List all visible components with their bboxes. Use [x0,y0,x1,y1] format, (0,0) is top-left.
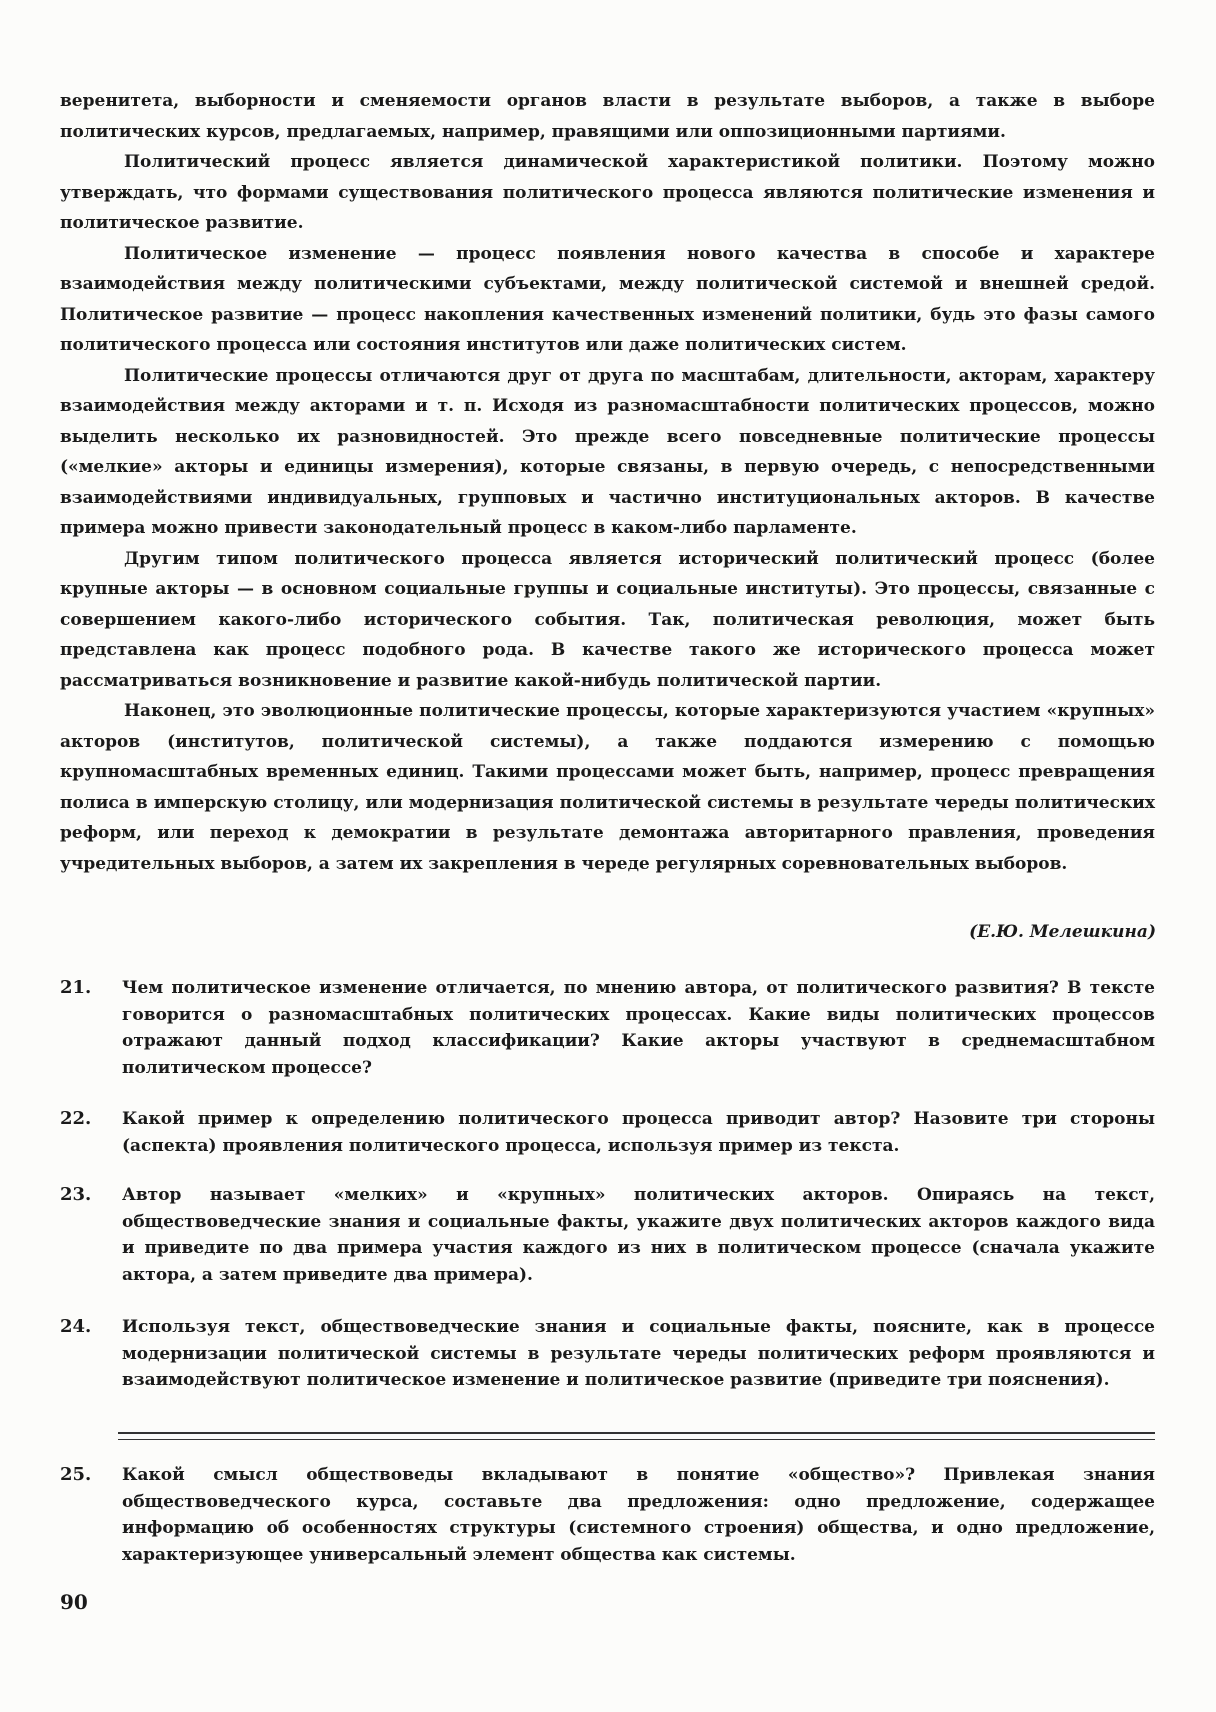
question-22 [60,1106,1155,1159]
passage-paragraph-4: Политические процессы отличаются друг от друга по масштабам, длительности, акторам, характеру взаимодействия между акторами и т. п. Исходя из разномасштабности политических процессов, можно выделить несколько их разновидностей. Это прежде всего повседневные политические процессы («мелкие» акторы и единицы измерения), которые связаны, в первую очередь, с непосредственными взаимодействиями индивидуальных, групповых и частично институциональных акторов. В качестве примера можно привести законодательный процесс в каком-либо парламенте. [60,365,1155,538]
passage-paragraph-2: Политический процесс является динамической характеристикой политики. Поэтому можно утверждать, что формами существования политического процесса являются политические изменения и политическое развитие. [60,152,1155,233]
question-text: Чем политическое изменение отличается, по мнению автора, от политического развития? В тексте говорится о разномасштабных политических процессах. Какие виды политических процессов отражают данный подход классификации? Какие акторы участвуют в среднемасштабном политическом процессе? [122,978,1155,1078]
question-number: 22. [60,1108,92,1129]
question-text: Какой пример к определению политического процесса приводит автор? Назовите три стороны (аспекта) проявления политического процесса, используя пример из текста. [122,1109,1155,1156]
question-text: Какой смысл обществоведы вкладывают в понятие «общество»? Привлекая знания обществоведческого курса, составьте два предложения: одно предложение, содержащее информацию об особенностях структуры (системного строения) общества, и одно предложение, характеризующее универсальный элемент общества как системы. [122,1465,1155,1565]
section-divider [118,1432,1155,1440]
page-number: 90 [60,1590,88,1614]
passage-paragraph-3: Политическое изменение — процесс появления нового качества в способе и характере взаимодействия между политическими субъектами, между политической системой и внешней средой. Политическое развитие — процесс накопления качественных изменений политики, будь это фазы самого политического процесса или состояния институтов или даже политических систем. [60,243,1155,355]
question-number: 23. [60,1184,92,1205]
passage-text [60,86,1155,879]
question-number: 24. [60,1316,92,1337]
question-24 [60,1314,1155,1394]
passage-paragraph-6: Наконец, это эволюционные политические процессы, которые характеризуются участием «крупных» акторов (институтов, политической системы), а также поддаются измерению с помощью крупномасштабных временных единиц. Такими процессами может быть, например, процесс превращения полиса в имперскую столицу, или модернизация политической системы в результате череды политических реформ, или переход к демократии в результате демонтажа авторитарного правления, проведения учредительных выборов, а затем их закрепления в череде регулярных соревновательных выборов. [60,701,1155,874]
question-text: Используя текст, обществоведческие знания и социальные факты, поясните, как в процессе модернизации политической системы в результате череды политических реформ проявляются и взаимодействуют политическое изменение и политическое развитие (приведите три пояснения). [122,1317,1155,1390]
question-number: 21. [60,977,92,998]
passage-paragraph-1: веренитета, выборности и сменяемости органов власти в результате выборов, а также в выборе политических курсов, предлагаемых, например, правящими или оппозиционными партиями. [60,91,1155,142]
question-23 [60,1182,1155,1288]
question-number: 25. [60,1464,92,1485]
passage-paragraph-5: Другим типом политического процесса является исторический политический процесс (более крупные акторы — в основном социальные группы и социальные институты). Это процессы, связанные с совершением какого-либо исторического события. Так, политическая революция, может быть представлена как процесс подобного рода. В качестве такого же исторического процесса может рассматриваться возникновение и развитие какой-нибудь политической партии. [60,548,1155,691]
question-text: Автор называет «мелких» и «крупных» политических акторов. Опираясь на текст, обществоведческие знания и социальные факты, укажите двух политических акторов каждого вида и приведите по два примера участия каждого из них в политическом процессе (сначала укажите актора, а затем приведите два примера). [122,1185,1155,1285]
question-21 [60,975,1155,1081]
passage-author: (Е.Ю. Мелешкина) [969,922,1156,942]
question-25 [60,1462,1155,1568]
